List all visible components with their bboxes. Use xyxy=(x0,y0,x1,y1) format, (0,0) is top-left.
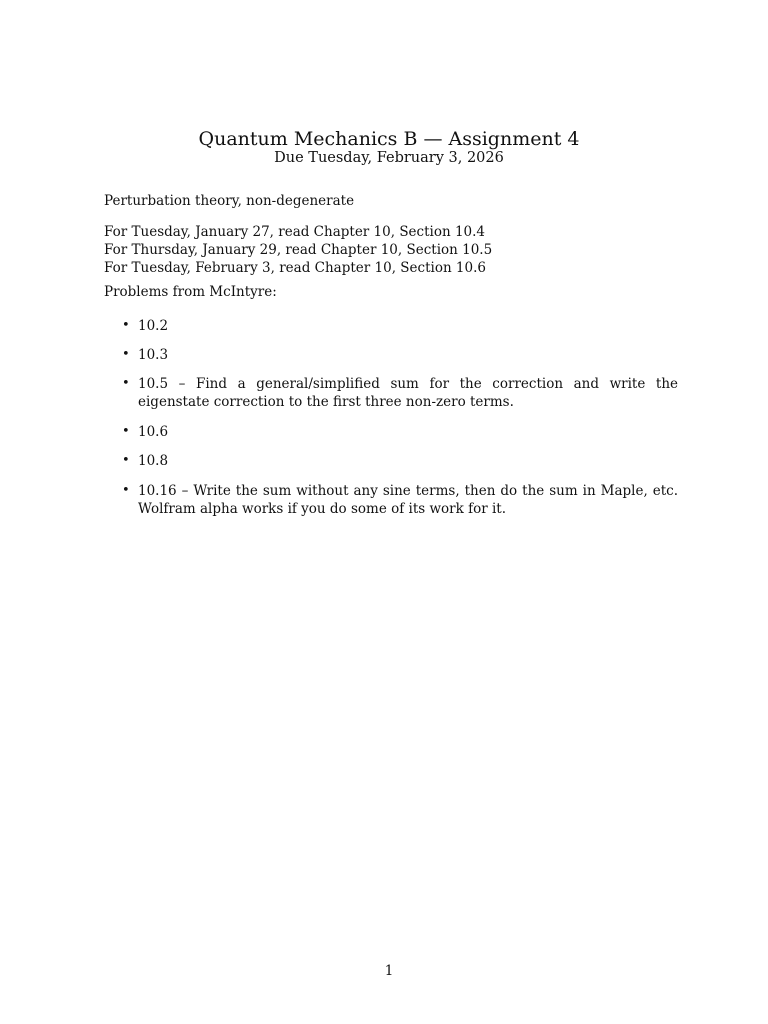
problem-item xyxy=(122,346,678,364)
bullet-icon: • xyxy=(122,453,130,468)
topic-line: Perturbation theory, non-degenerate xyxy=(104,193,355,209)
problem-item xyxy=(122,452,678,470)
bullet-icon: • xyxy=(122,424,130,439)
problem-item xyxy=(122,423,678,441)
problem-item xyxy=(122,317,678,335)
reading-item: For Thursday, January 29, read Chapter 10, Section 10.5 xyxy=(104,242,493,258)
problem-text: 10.3 xyxy=(138,347,169,363)
bullet-icon: • xyxy=(122,376,130,391)
bullet-icon: • xyxy=(122,483,130,498)
reading-item: For Tuesday, February 3, read Chapter 10, Section 10.6 xyxy=(104,260,486,276)
reading-schedule xyxy=(104,223,492,277)
problem-text: 10.6 xyxy=(138,424,169,440)
problem-item xyxy=(122,482,678,518)
bullet-icon: • xyxy=(122,347,130,362)
reading-item: For Tuesday, January 27, read Chapter 10, Section 10.4 xyxy=(104,224,486,240)
bullet-icon: • xyxy=(122,318,130,333)
problem-text: 10.2 xyxy=(138,318,169,334)
problem-item xyxy=(122,375,678,411)
document-title: Quantum Mechanics B — Assignment 4 xyxy=(198,128,580,150)
problem-text: 10.5 – Find a general/simplified sum for the correction and write the eigenstate correction to the first three non-zero terms. xyxy=(138,376,678,410)
due-date: Due Tuesday, February 3, 2026 xyxy=(274,150,504,166)
page-number: 1 xyxy=(384,963,394,979)
problems-intro: Problems from McIntyre: xyxy=(104,284,277,300)
problem-text: 10.16 – Write the sum without any sine terms, then do the sum in Maple, etc. Wolfram alpha works if you do some of its work for it. xyxy=(138,483,678,517)
problem-text: 10.8 xyxy=(138,453,169,469)
